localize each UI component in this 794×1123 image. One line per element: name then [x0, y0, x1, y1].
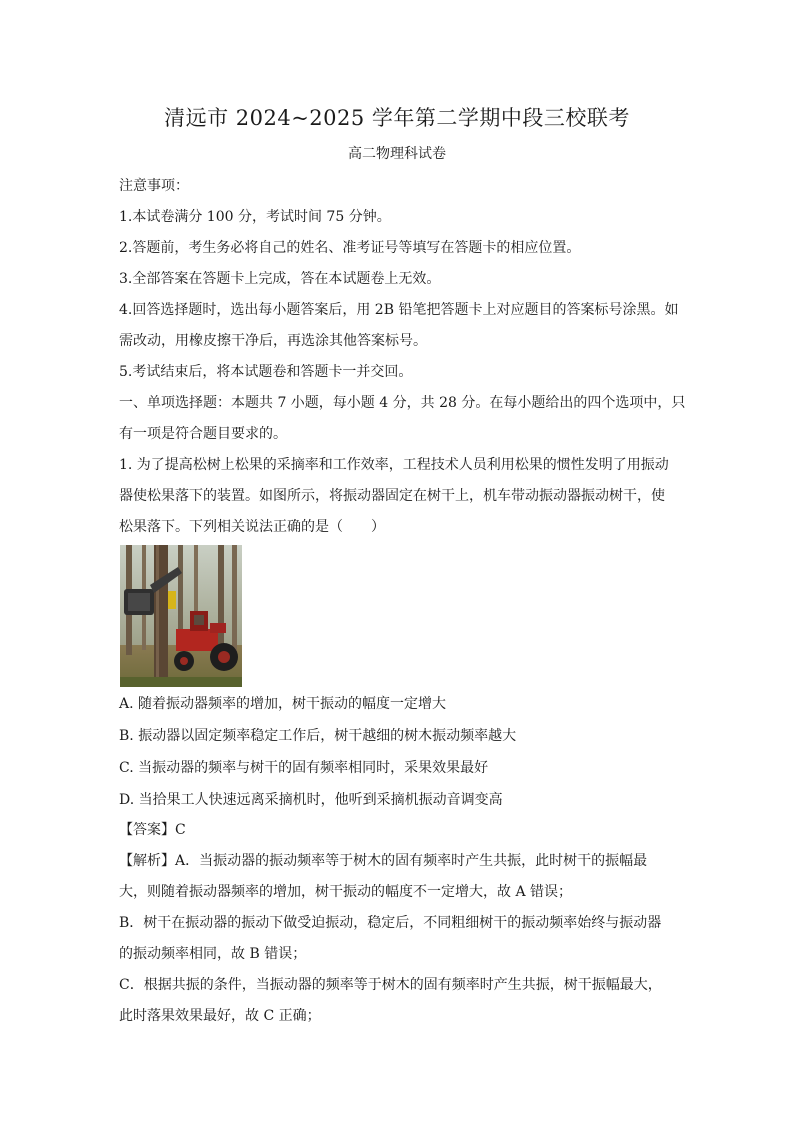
analysis-line: 大，则随着振动器频率的增加，树干振动的幅度不一定增大，故 A 错误；: [119, 884, 573, 900]
option-d: D. 当拾果工人快速远离采摘机时，他听到采摘机振动音调变高: [119, 792, 503, 808]
question-stem: 1. 为了提高松树上松果的采摘率和工作效率，工程技术人员利用松果的惯性发明了用振动: [119, 457, 669, 473]
tree-shaker-illustration: [120, 545, 242, 687]
page-title: 清远市 2024~2025 学年第二学期中段三校联考: [164, 106, 630, 130]
question-stem: 松果落下。下列相关说法正确的是（ ）: [119, 519, 385, 535]
analysis-line: 【解析】A．当振动器的振动频率等于树木的固有频率时产生共振，此时树干的振幅最: [119, 853, 648, 869]
notice-item: 2.答题前，考生务必将自己的姓名、准考证号等填写在答题卡的相应位置。: [119, 240, 581, 256]
section-heading: 一、单项选择题：本题共 7 小题，每小题 4 分，共 28 分。在每小题给出的四个选项中，只: [119, 395, 686, 411]
notice-item: 1.本试卷满分 100 分，考试时间 75 分钟。: [119, 209, 391, 225]
notice-item: 5.考试结束后，将本试题卷和答题卡一并交回。: [119, 364, 413, 380]
option-a: A. 随着振动器频率的增加，树干振动的幅度一定增大: [119, 696, 447, 712]
question-stem: 器使松果落下的装置。如图所示，将振动器固定在树干上，机车带动振动器振动树干，使: [119, 488, 665, 504]
page-subtitle: 高二物理科试卷: [348, 146, 446, 162]
analysis-line: 的振动频率相同，故 B 错误；: [119, 946, 307, 962]
section-heading-continued: 有一项是符合题目要求的。: [119, 426, 287, 442]
notice-item-continued: 需改动，用橡皮擦干净后，再选涂其他答案标号。: [119, 333, 427, 349]
tree-shaker-photo: [120, 545, 242, 687]
notice-item: 3.全部答案在答题卡上完成，答在本试题卷上无效。: [119, 271, 441, 287]
notice-item: 4.回答选择题时，选出每小题答案后，用 2B 铅笔把答题卡上对应题目的答案标号涂黑。如: [119, 302, 679, 318]
notice-heading: 注意事项：: [119, 178, 189, 194]
analysis-line: C．根据共振的条件，当振动器的频率等于树木的固有频率时产生共振，树干振幅最大，: [119, 977, 662, 993]
option-c: C. 当振动器的频率与树干的固有频率相同时，采果效果最好: [119, 760, 489, 776]
option-b: B. 振动器以固定频率稳定工作后，树干越细的树木振动频率越大: [119, 728, 517, 744]
analysis-line: B．树干在振动器的振动下做受迫振动，稳定后，不同粗细树干的振动频率始终与振动器: [119, 915, 662, 931]
analysis-line: 此时落果效果最好，故 C 正确；: [119, 1008, 321, 1024]
answer-line: 【答案】C: [119, 822, 186, 838]
